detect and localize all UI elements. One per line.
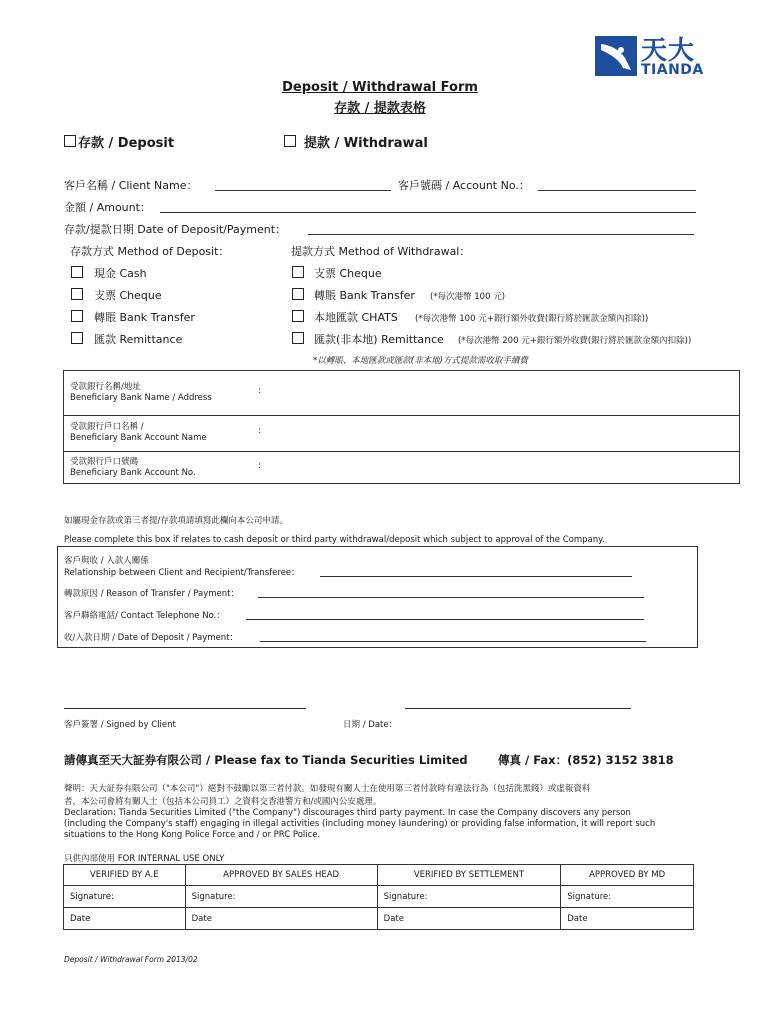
withdrawal-method-heading: 提款方式 Method of Withdrawal： bbox=[291, 245, 471, 258]
beneficiary-account-name-input[interactable] bbox=[269, 419, 734, 449]
company-logo-mark bbox=[595, 36, 637, 76]
phone-label: 客戶聯絡電話/ Contact Telephone No.： bbox=[64, 611, 225, 621]
reason-field[interactable] bbox=[258, 597, 644, 598]
deposit-cheque-label: 支票 Cheque bbox=[94, 289, 162, 302]
beneficiary-divider-1 bbox=[64, 415, 739, 416]
declaration-cn-line-2: 者，本公司會將有關人士（包括本公司員工）之資料交香港警方和/或國內公安處理。 bbox=[64, 797, 382, 807]
third-party-box bbox=[57, 546, 698, 648]
withdraw-chats-label: 本地匯款 CHATS bbox=[314, 311, 398, 324]
deposit-method-heading: 存款方式 Method of Deposit： bbox=[70, 245, 230, 258]
withdraw-transfer-fee: (*每次港幣 100 元) bbox=[430, 292, 506, 302]
beneficiary-name-input[interactable] bbox=[269, 375, 734, 411]
amount-field[interactable] bbox=[160, 212, 696, 213]
account-no-field[interactable] bbox=[538, 190, 696, 191]
form-footer: Deposit / Withdrawal Form 2013/02 bbox=[64, 955, 198, 964]
beneficiary-account-no-en: Beneficiary Bank Account No. bbox=[70, 468, 196, 478]
beneficiary-name-colon: : bbox=[258, 386, 261, 396]
md-date-cell[interactable]: Date bbox=[561, 908, 694, 930]
phone-field[interactable] bbox=[246, 619, 644, 620]
beneficiary-divider-2 bbox=[64, 451, 739, 452]
withdraw-transfer-label: 轉賬 Bank Transfer bbox=[314, 289, 415, 302]
withdraw-cheque-label: 支票 Cheque bbox=[314, 267, 382, 280]
beneficiary-account-no-input[interactable] bbox=[269, 454, 734, 482]
declaration-cn-line-1: 聲明：天大証券有限公司（"本公司"）絕對不鼓勵以第三者付款。如發現有關人士在使用第三者付款時有違法行為（包括洗黑錢）或虛報資料 bbox=[64, 784, 591, 794]
deposit-cash-checkbox[interactable] bbox=[71, 266, 83, 278]
relationship-field[interactable] bbox=[320, 576, 632, 577]
client-name-label: 客戶名稱 / Client Name： bbox=[64, 179, 198, 192]
client-signature-line[interactable] bbox=[64, 708, 306, 709]
client-signature-label: 客戶簽署 / Signed by Client bbox=[64, 720, 176, 730]
form-title-english: Deposit / Withdrawal Form bbox=[282, 80, 478, 95]
beneficiary-account-no-cn: 受款銀行戶口號碼 bbox=[70, 457, 139, 467]
beneficiary-account-no-colon: : bbox=[258, 461, 261, 471]
withdrawal-checkbox[interactable] bbox=[284, 135, 296, 147]
fax-number: 傳真 / Fax：(852) 3152 3818 bbox=[498, 753, 674, 767]
withdraw-remittance-fee: (*每次港幣 200 元+銀行額外收費(銀行將於匯款金額內扣除)) bbox=[458, 336, 692, 346]
beneficiary-name-cn: 受款銀行名稱/地址 bbox=[70, 382, 141, 392]
ae-signature-cell[interactable]: Signature: bbox=[64, 886, 186, 908]
amount-label: 金額 / Amount： bbox=[64, 201, 151, 214]
reason-label: 轉款原因 / Reason of Transfer / Payment： bbox=[64, 589, 240, 599]
deposit-cash-label: 現金 Cash bbox=[94, 267, 147, 280]
internal-use-table bbox=[63, 864, 694, 930]
date-label: 存款/提款日期 Date of Deposit/Payment： bbox=[64, 223, 287, 236]
withdraw-fee-footnote: *以轉賬、本地匯款或匯款(非本地)方式提款需收取手續費 bbox=[313, 356, 528, 366]
withdraw-transfer-checkbox[interactable] bbox=[292, 288, 304, 300]
declaration-en-line-1: Declaration: Tianda Securities Limited ("the Company") discourages third party payment. In case the Company discovers any person bbox=[64, 808, 631, 818]
third-party-note-en: Please complete this box if relates to cash deposit or third party withdrawal/deposit which subject to approval of the Company. bbox=[64, 535, 605, 545]
deposit-transfer-label: 轉賬 Bank Transfer bbox=[94, 311, 195, 324]
beneficiary-account-name-en: Beneficiary Bank Account Name bbox=[70, 433, 207, 443]
deposit-option-label: 存款 / Deposit bbox=[78, 136, 175, 151]
internal-use-heading: 只供內部使用 FOR INTERNAL USE ONLY bbox=[64, 854, 225, 864]
withdraw-chats-fee: (*每次港幣 100 元+銀行額外收費(銀行將於匯款金額內扣除)) bbox=[415, 314, 649, 324]
settlement-signature-cell[interactable]: Signature: bbox=[377, 886, 561, 908]
md-signature-cell[interactable]: Signature: bbox=[561, 886, 694, 908]
declaration-en-line-3: situations to the Hong Kong Police Force and / or PRC Police. bbox=[64, 830, 321, 840]
client-name-field[interactable] bbox=[215, 190, 391, 191]
ae-date-cell[interactable]: Date bbox=[64, 908, 186, 930]
withdraw-remittance-label: 匯款(非本地) Remittance bbox=[314, 333, 444, 346]
col-verified-ae: VERIFIED BY A.E bbox=[64, 865, 186, 886]
deposit-date-label: 收/入款日期 / Date of Deposit / Payment： bbox=[64, 633, 239, 643]
signature-date-label: 日期 / Date： bbox=[343, 720, 398, 730]
declaration-en-line-2: (including the Company's staff) engaging in illegal activities (including money laundering) or providing false information, it will report such bbox=[64, 819, 656, 829]
deposit-remittance-label: 匯款 Remittance bbox=[94, 333, 183, 346]
relationship-label-cn: 客戶與收 / 入款人關係 bbox=[64, 556, 149, 566]
deposit-remittance-checkbox[interactable] bbox=[71, 332, 83, 344]
deposit-transfer-checkbox[interactable] bbox=[71, 310, 83, 322]
form-title-chinese: 存款 / 提款表格 bbox=[334, 101, 426, 116]
date-field[interactable] bbox=[308, 234, 694, 235]
logo-english-text: TIANDA bbox=[641, 62, 704, 78]
beneficiary-box bbox=[63, 370, 740, 484]
relationship-label-en: Relationship between Client and Recipient/Transferee： bbox=[64, 568, 300, 578]
withdraw-cheque-checkbox[interactable] bbox=[292, 266, 304, 278]
beneficiary-name-en: Beneficiary Bank Name / Address bbox=[70, 393, 212, 403]
col-approved-md: APPROVED BY MD bbox=[561, 865, 694, 886]
beneficiary-account-name-colon: : bbox=[258, 426, 261, 436]
logo-chinese-text: 天大 bbox=[641, 36, 696, 66]
withdraw-chats-checkbox[interactable] bbox=[292, 310, 304, 322]
deposit-date-field[interactable] bbox=[260, 641, 646, 642]
settlement-date-cell[interactable]: Date bbox=[377, 908, 561, 930]
third-party-note-cn: 如屬現金存款或第三者提/存款項請填寫此欄向本公司申請。 bbox=[64, 516, 288, 526]
deposit-cheque-checkbox[interactable] bbox=[71, 288, 83, 300]
deposit-checkbox[interactable] bbox=[64, 135, 76, 147]
sales-head-date-cell[interactable]: Date bbox=[185, 908, 377, 930]
col-verified-settlement: VERIFIED BY SETTLEMENT bbox=[377, 865, 561, 886]
withdrawal-option-label: 提款 / Withdrawal bbox=[304, 136, 428, 151]
fax-instruction: 請傳真至天大証券有限公司 / Please fax to Tianda Securities Limited bbox=[64, 753, 468, 767]
beneficiary-account-name-cn: 受款銀行戶口名稱 / bbox=[70, 422, 144, 432]
withdraw-remittance-checkbox[interactable] bbox=[292, 332, 304, 344]
col-approved-sales-head: APPROVED BY SALES HEAD bbox=[185, 865, 377, 886]
account-no-label: 客戶號碼 / Account No.： bbox=[398, 179, 530, 192]
signature-date-line[interactable] bbox=[405, 708, 631, 709]
sales-head-signature-cell[interactable]: Signature: bbox=[185, 886, 377, 908]
